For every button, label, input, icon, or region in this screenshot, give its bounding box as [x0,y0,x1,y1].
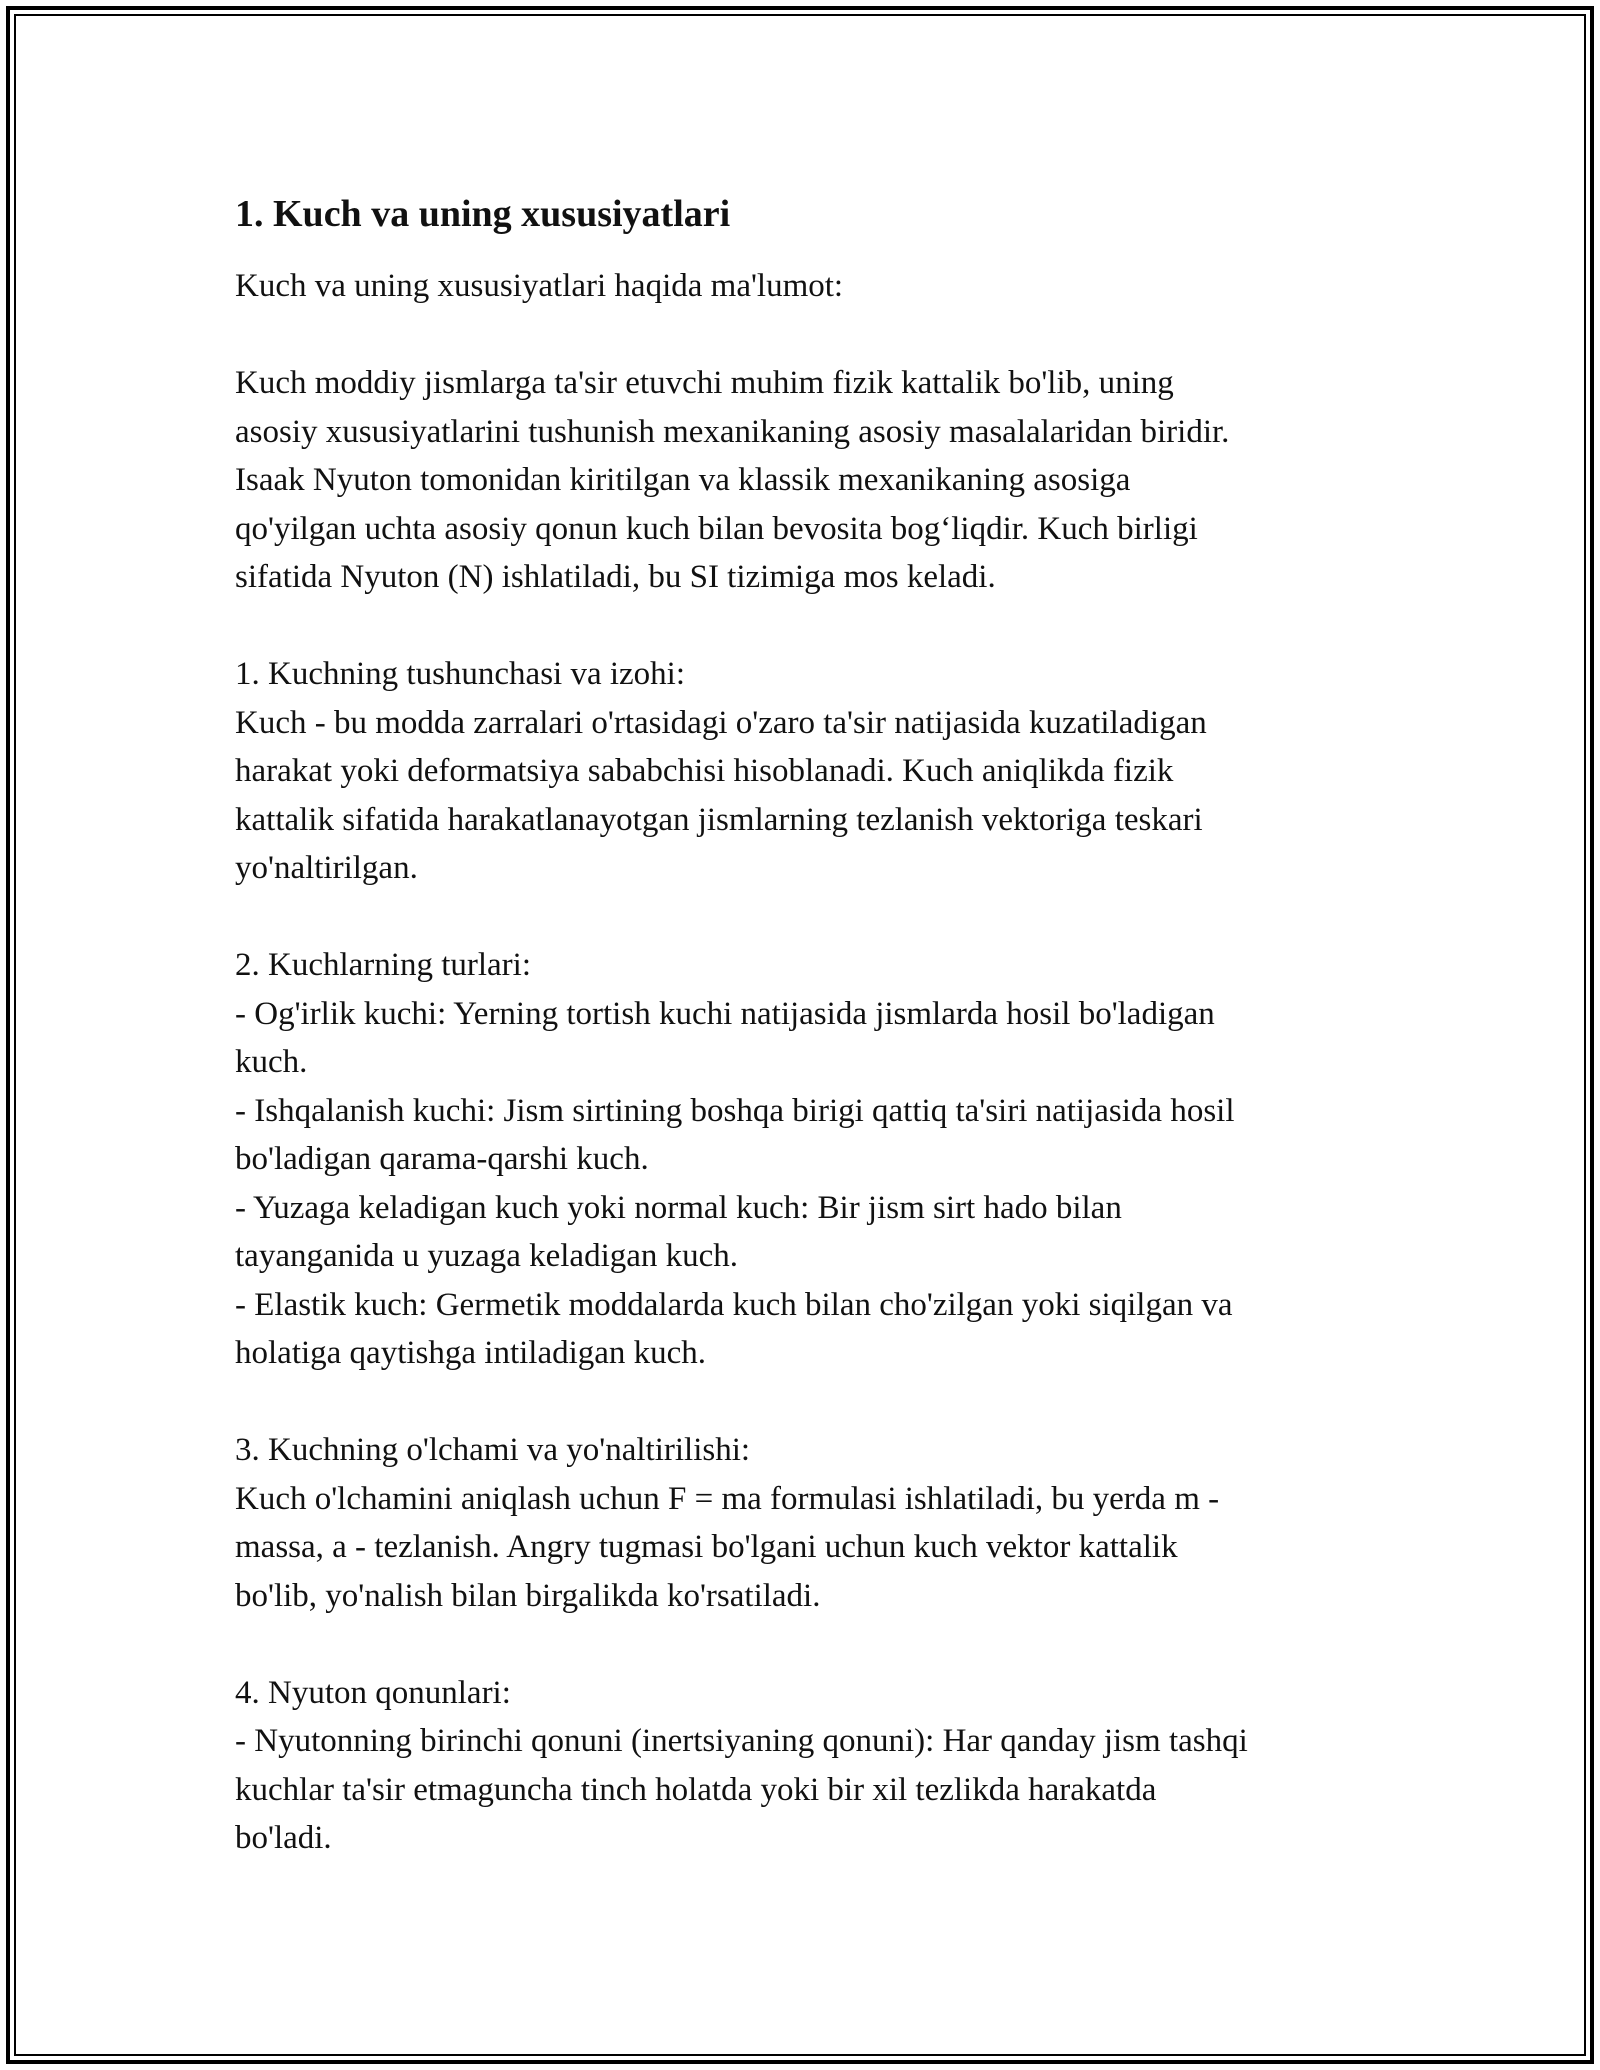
text-line: bo'lib, yo'nalish bilan birgalikda ko'rsatiladi. [235,1577,821,1614]
text-line: Kuch o'lchamini aniqlash uchun F = ma formulasi ishlatiladi, bu yerda m - [235,1480,1220,1517]
text-line: holatiga qaytishga intiladigan kuch. [235,1335,707,1371]
document-body [235,186,1375,1911]
document-title: 1. Kuch va uning xususiyatlari [235,193,731,235]
text-line: bo'ladigan qarama-qarshi kuch. [235,1141,649,1177]
section-concept [235,650,1375,893]
section-types [235,941,1375,1378]
text-line: kattalik sifatida harakatlanayotgan jismlarning tezlanish vektoriga teskari [235,801,1203,838]
section-magnitude [235,1426,1375,1620]
text-line: harakat yoki deformatsiya sababchisi hisoblanadi. Kuch aniqlikda fizik [235,753,1174,789]
text-line: Kuch moddiy jismlarga ta'sir etuvchi muhim fizik kattalik bo'lib, uning [235,365,1174,401]
text-line: - Og'irlik kuchi: Yerning tortish kuchi natijasida jismlarda hosil bo'ladigan [235,995,1215,1032]
section-heading: 1. Kuchning tushunchasi va izohi: [235,656,686,692]
text-line: - Yuzaga keladigan kuch yoki normal kuch: Bir jism sirt hado bilan [235,1189,1122,1226]
text-line: - Ishqalanish kuchi: Jism sirtining boshqa birigi qattiq ta'siri natijasida hosil [235,1092,1235,1129]
text-line: kuch. [235,1044,308,1080]
section-heading: 2. Kuchlarning turlari: [235,947,532,983]
text-line: kuchlar ta'sir etmaguncha tinch holatda yoki bir xil tezlikda harakatda [235,1771,1157,1808]
intro-line: Kuch va uning xususiyatlari haqida ma'lumot: [235,268,844,304]
text-line: qo'yilgan uchta asosiy qonun kuch bilan bevosita bog‘liqdir. Kuch birligi [235,510,1198,547]
text-line: asosiy xususiyatlarini tushunish mexanikaning asosiy masalalaridan biridir. [235,413,1230,450]
text-line: tayanganida u yuzaga keladigan kuch. [235,1238,739,1274]
paragraph-overview [235,359,1375,602]
text-line: Isaak Nyuton tomonidan kiritilgan va klassik mexanikaning asosiga [235,462,1131,498]
text-line: bo'ladi. [235,1820,332,1856]
text-line: - Elastik kuch: Germetik moddalarda kuch bilan cho'zilgan yoki siqilgan va [235,1286,1233,1323]
text-line: Kuch - bu modda zarralari o'rtasidagi o'zaro ta'sir natijasida kuzatiladigan [235,704,1207,741]
section-heading: 4. Nyuton qonunlari: [235,1674,511,1711]
text-line: - Nyutonning birinchi qonuni (inertsiyaning qonuni): Har qanday jism tashqi [235,1723,1248,1759]
section-heading: 3. Kuchning o'lchami va yo'naltirilishi: [235,1432,751,1468]
text-line: yo'naltirilgan. [235,850,418,886]
text-line: sifatida Nyuton (N) ishlatiladi, bu SI tizimiga mos keladi. [235,559,996,595]
section-newton-laws [235,1669,1375,1863]
intro-text [235,262,1375,311]
text-line: massa, a - tezlanish. Angry tugmasi bo'lgani uchun kuch vektor kattalik [235,1529,1178,1565]
